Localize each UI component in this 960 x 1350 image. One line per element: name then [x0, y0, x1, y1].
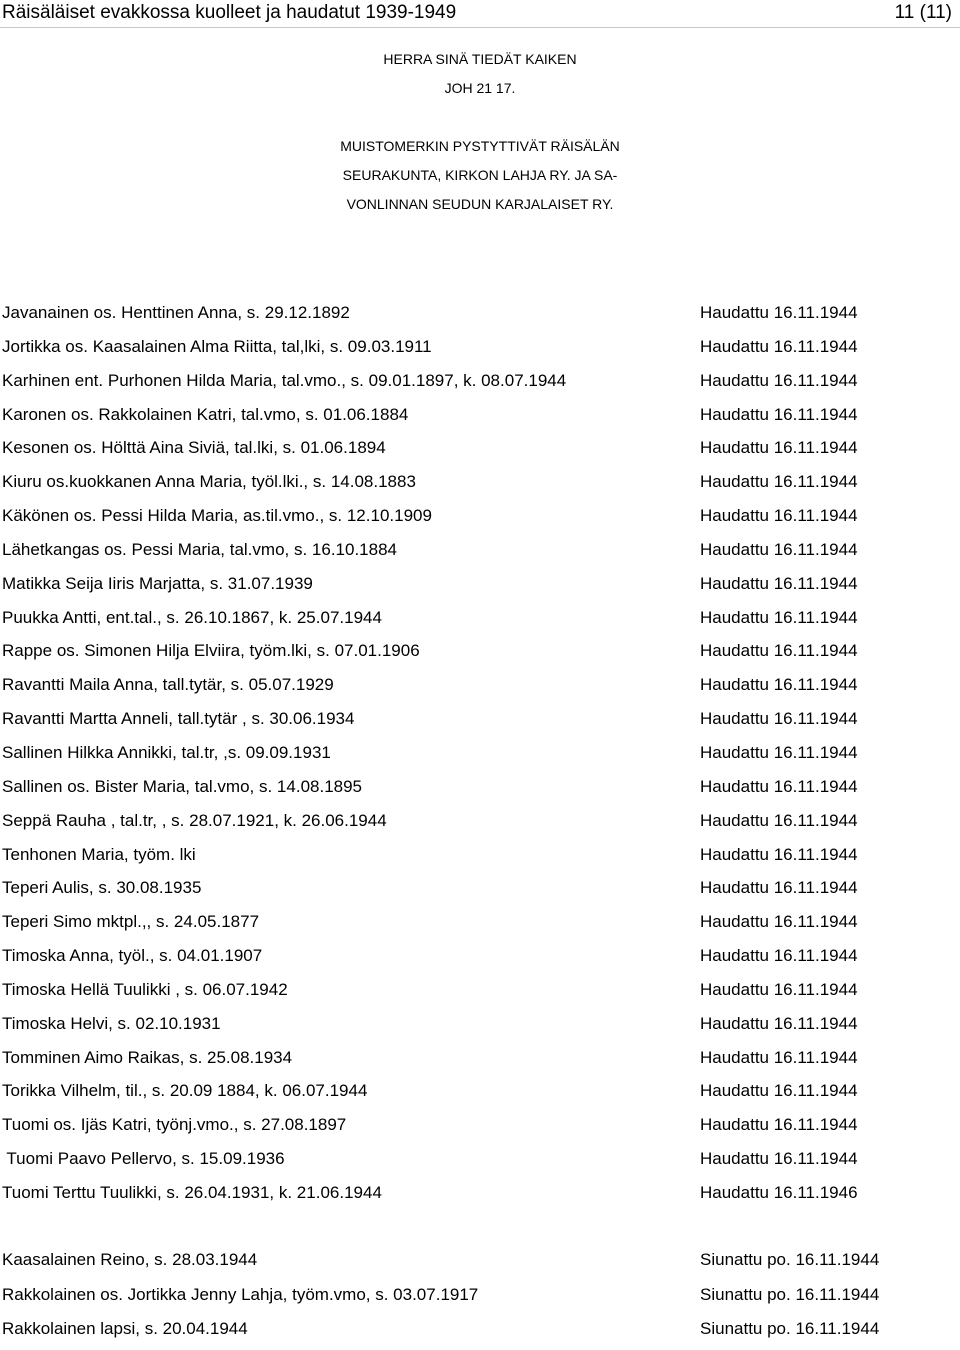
burial-date: Haudattu 16.11.1944 [700, 912, 858, 932]
person-entry: Rakkolainen os. Jortikka Jenny Lahja, työm.vmo, s. 03.07.1917 [2, 1284, 479, 1304]
burial-date: Haudattu 16.11.1944 [700, 810, 858, 830]
list-item [0, 536, 960, 570]
person-entry: Ravantti Maila Anna, tall.tytär, s. 05.07.1929 [2, 675, 334, 695]
list-item [0, 841, 960, 875]
motto-block [0, 45, 960, 103]
list-item [0, 570, 960, 604]
burial-date: Haudattu 16.11.1944 [700, 438, 858, 458]
person-entry: Tuomi Terttu Tuulikki, s. 26.04.1931, k. 21.06.1944 [2, 1182, 382, 1202]
page-header [0, 0, 960, 28]
person-entry: Tuomi os. Ijäs Katri, työnj.vmo., s. 27.08.1897 [2, 1115, 347, 1135]
burial-date: Haudattu 16.11.1944 [700, 1149, 858, 1169]
list-item [0, 671, 960, 705]
list-item [0, 367, 960, 401]
burial-date: Haudattu 16.11.1944 [700, 742, 858, 762]
person-entry: Teperi Aulis, s. 30.08.1935 [2, 878, 202, 898]
person-entry: Karonen os. Rakkolainen Katri, tal.vmo, s. 01.06.1884 [2, 404, 409, 424]
burial-date: Haudattu 16.11.1944 [700, 506, 858, 526]
person-entry: Ravantti Martta Anneli, tall.tytär , s. 30.06.1934 [2, 709, 355, 729]
person-entry: Puukka Antti, ent.tal., s. 26.10.1867, k. 25.07.1944 [2, 607, 382, 627]
person-entry: Tenhonen Maria, työm. lki [2, 844, 196, 864]
burial-date: Haudattu 16.11.1944 [700, 573, 858, 593]
burial-date: Haudattu 16.11.1944 [700, 404, 858, 424]
list-item [0, 976, 960, 1010]
person-entry: Kaasalainen Reino, s. 28.03.1944 [2, 1250, 258, 1269]
list-item [0, 1111, 960, 1145]
person-entry: Sallinen os. Bister Maria, tal.vmo, s. 14.08.1895 [2, 776, 363, 796]
burial-date: Haudattu 16.11.1946 [700, 1182, 858, 1202]
person-entry: Timoska Anna, työl., s. 04.01.1907 [2, 946, 263, 966]
memorial-block [0, 132, 960, 219]
burial-date: Haudattu 16.11.1944 [700, 979, 858, 999]
burial-date: Haudattu 16.11.1944 [700, 1047, 858, 1067]
document-title: Räisäläiset evakkossa kuolleet ja haudatut 1939-1949 [2, 2, 457, 23]
list-item [0, 333, 960, 367]
list-item [0, 299, 960, 333]
person-entry: Timoska Hellä Tuulikki , s. 06.07.1942 [2, 979, 288, 999]
burial-date: Haudattu 16.11.1944 [700, 1013, 858, 1033]
person-entry: Rakkolainen lapsi, s. 20.04.1944 [2, 1319, 248, 1338]
list-item [0, 1044, 960, 1078]
list-item [0, 874, 960, 908]
list-item [0, 807, 960, 841]
header-divider [0, 27, 960, 28]
blessing-list [0, 1246, 960, 1350]
list-item [0, 637, 960, 671]
burial-date: Haudattu 16.11.1944 [700, 1081, 858, 1101]
person-entry: Timoska Helvi, s. 02.10.1931 [2, 1013, 221, 1033]
list-item [0, 1281, 960, 1316]
person-entry: Rappe os. Simonen Hilja Elviira, työm.lki, s. 07.01.1906 [2, 641, 420, 661]
motto-line: HERRA SINÄ TIEDÄT KAIKEN [383, 51, 577, 67]
list-item [0, 1315, 960, 1350]
list-item [0, 705, 960, 739]
burial-date: Siunattu po. 16.11.1944 [700, 1250, 880, 1269]
person-entry: Matikka Seija Iiris Marjatta, s. 31.07.1939 [2, 573, 313, 593]
person-entry: Tomminen Aimo Raikas, s. 25.08.1934 [2, 1047, 293, 1067]
person-entry: Sallinen Hilkka Annikki, tal.tr, ,s. 09.09.1931 [2, 742, 331, 762]
list-item [0, 908, 960, 942]
list-item [0, 773, 960, 807]
person-entry: Teperi Simo mktpl.,, s. 24.05.1877 [2, 912, 260, 932]
burial-date: Haudattu 16.11.1944 [700, 303, 858, 322]
person-entry: Kesonen os. Hölttä Aina Siviä, tal.lki, s. 01.06.1894 [2, 438, 386, 458]
list-item [0, 1246, 960, 1281]
burial-date: Haudattu 16.11.1944 [700, 539, 858, 559]
person-entry: Tuomi Paavo Pellervo, s. 15.09.1936 [2, 1149, 285, 1169]
person-entry: Seppä Rauha , tal.tr, , s. 28.07.1921, k. 26.06.1944 [2, 810, 387, 830]
list-item [0, 434, 960, 468]
burial-date: Haudattu 16.11.1944 [700, 1115, 858, 1135]
burial-date: Haudattu 16.11.1944 [700, 641, 858, 661]
memorial-line: MUISTOMERKIN PYSTYTTIVÄT RÄISÄLÄN [340, 138, 620, 154]
person-entry: Käkönen os. Pessi Hilda Maria, as.til.vmo., s. 12.10.1909 [2, 506, 432, 526]
burial-date: Siunattu po. 16.11.1944 [700, 1319, 880, 1338]
list-item [0, 739, 960, 773]
burial-date: Haudattu 16.11.1944 [700, 709, 858, 729]
memorial-line: VONLINNAN SEUDUN KARJALAISET RY. [346, 196, 614, 212]
burial-list [0, 299, 960, 1213]
burial-date: Haudattu 16.11.1944 [700, 336, 858, 356]
list-item [0, 1010, 960, 1044]
burial-date: Haudattu 16.11.1944 [700, 946, 858, 966]
burial-date: Haudattu 16.11.1944 [700, 607, 858, 627]
burial-date: Haudattu 16.11.1944 [700, 844, 858, 864]
person-entry: Torikka Vilhelm, til., s. 20.09 1884, k. 06.07.1944 [2, 1081, 368, 1101]
person-entry: Karhinen ent. Purhonen Hilda Maria, tal.vmo., s. 09.01.1897, k. 08.07.1944 [2, 370, 567, 390]
list-item [0, 502, 960, 536]
burial-date: Haudattu 16.11.1944 [700, 776, 858, 796]
person-entry: Lähetkangas os. Pessi Maria, tal.vmo, s. 16.10.1884 [2, 539, 398, 559]
list-item [0, 604, 960, 638]
burial-date: Haudattu 16.11.1944 [700, 472, 858, 492]
motto-line: JOH 21 17. [444, 80, 516, 96]
list-item [0, 1077, 960, 1111]
list-item [0, 1145, 960, 1179]
list-item [0, 942, 960, 976]
burial-date: Haudattu 16.11.1944 [700, 370, 858, 390]
burial-date: Haudattu 16.11.1944 [700, 675, 858, 695]
burial-date: Siunattu po. 16.11.1944 [700, 1284, 880, 1304]
list-item [0, 401, 960, 435]
list-item [0, 468, 960, 502]
memorial-line: SEURAKUNTA, KIRKON LAHJA RY. JA SA- [342, 167, 618, 183]
page-number: 11 (11) [894, 2, 952, 23]
person-entry: Jortikka os. Kaasalainen Alma Riitta, tal,lki, s. 09.03.1911 [2, 336, 432, 356]
person-entry: Kiuru os.kuokkanen Anna Maria, työl.lki., s. 14.08.1883 [2, 472, 416, 492]
burial-date: Haudattu 16.11.1944 [700, 878, 858, 898]
list-item [0, 1179, 960, 1213]
person-entry: Javanainen os. Henttinen Anna, s. 29.12.1892 [2, 303, 350, 322]
